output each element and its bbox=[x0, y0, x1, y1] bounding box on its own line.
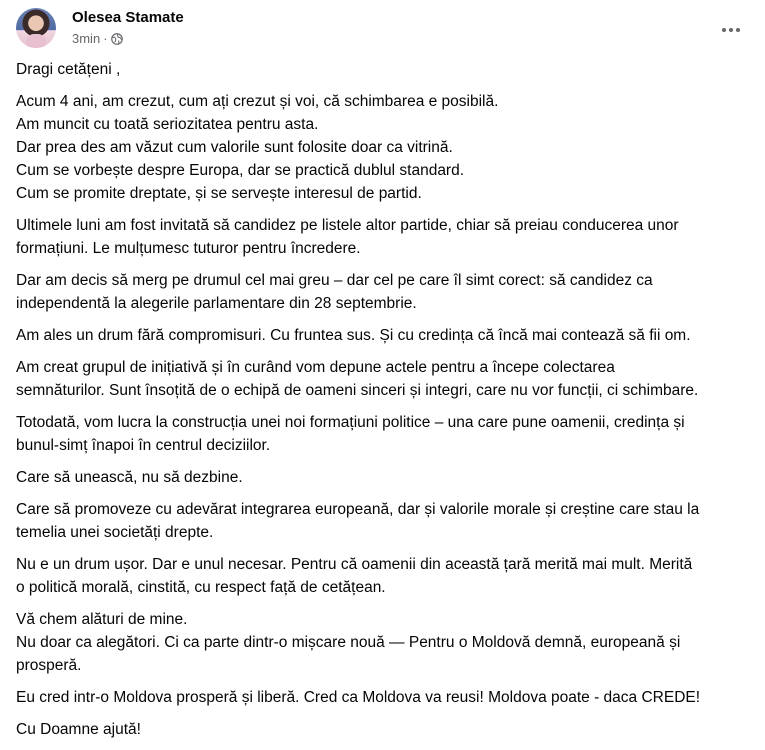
post-text-line: formațiuni. Le mulțumesc tuturor pentru încredere. bbox=[16, 240, 361, 257]
post-text-line: prosperă. bbox=[16, 657, 82, 674]
post-paragraph bbox=[16, 553, 756, 599]
post-text-line: o politică morală, cinstită, cu respect față de cetățean. bbox=[16, 579, 386, 596]
post-text-line: Am creat grupul de inițiativă și în curând vom depune actele pentru a începe colectarea bbox=[16, 359, 615, 376]
post-text-line: independentă la alegerile parlamentare din 28 septembrie. bbox=[16, 295, 417, 312]
post-text-line: semnăturilor. Sunt însoțită de o echipă de oameni sinceri și integri, care nu vor funcții, ci schimbare. bbox=[16, 382, 699, 399]
post-text-line: Am muncit cu toată seriozitatea pentru asta. bbox=[16, 116, 319, 133]
post-text-line: Eu cred intr-o Moldova prosperă și liberă. Cred ca Moldova va reusi! Moldova poate - daca CREDE! bbox=[16, 689, 701, 706]
post-text-line: Am ales un drum fără compromisuri. Cu fruntea sus. Și cu credința că încă mai contează să fii om. bbox=[16, 327, 691, 344]
post-text-line: Vă chem alături de mine. bbox=[16, 611, 188, 628]
post-paragraph bbox=[16, 686, 756, 709]
post-paragraph bbox=[16, 608, 756, 677]
post-text-line: temelia unei societăți drepte. bbox=[16, 524, 214, 541]
more-options-button[interactable] bbox=[713, 12, 749, 48]
post-text-line: Care să promoveze cu adevărat integrarea europeană, dar și valorile morale și creștine care stau la bbox=[16, 501, 700, 518]
post-text-line: Nu e un drum ușor. Dar e unul necesar. Pentru că oamenii din această țară merită mai mult. Merită bbox=[16, 556, 693, 573]
post-text-line: bunul-simț înapoi în centrul deciziilor. bbox=[16, 437, 271, 454]
post-text-line: Cu Doamne ajută! bbox=[16, 721, 141, 738]
post-text-line: Dar am decis să merg pe drumul cel mai greu – dar cel pe care îl simt corect: să candidez ca bbox=[16, 272, 653, 289]
meta-separator: · bbox=[103, 31, 108, 46]
post-text-line: Care să unească, nu să dezbine. bbox=[16, 469, 243, 486]
dot-icon bbox=[722, 28, 726, 32]
post-header bbox=[16, 8, 749, 54]
post-paragraph bbox=[16, 58, 756, 81]
post-text-line: Nu doar ca alegători. Ci ca parte dintr-o mișcare nouă — Pentru o Moldovă demnă, europeană și bbox=[16, 634, 681, 651]
post-paragraph bbox=[16, 214, 756, 260]
post-meta bbox=[72, 31, 123, 46]
post-time[interactable]: 3min bbox=[72, 31, 101, 46]
post-text-line: Cum se promite dreptate, și se servește interesul de partid. bbox=[16, 185, 422, 202]
post-text-line: Dragi cetățeni , bbox=[16, 61, 121, 78]
dot-icon bbox=[729, 28, 733, 32]
globe-icon bbox=[111, 33, 123, 45]
post-paragraph bbox=[16, 498, 756, 544]
post-text-line: Totodată, vom lucra la construcția unei noi formațiuni politice – una care pune oamenii, credința și bbox=[16, 414, 685, 431]
post-paragraph bbox=[16, 269, 756, 315]
post-paragraph bbox=[16, 718, 756, 741]
post-paragraph bbox=[16, 411, 756, 457]
post-text-line: Ultimele luni am fost invitată să candidez pe listele altor partide, chiar să preiau conducerea unor bbox=[16, 217, 679, 234]
author-avatar[interactable] bbox=[16, 8, 56, 48]
post-paragraph bbox=[16, 356, 756, 402]
post-text-line: Dar prea des am văzut cum valorile sunt folosite doar ca vitrină. bbox=[16, 139, 453, 156]
post-paragraph bbox=[16, 466, 756, 489]
dot-icon bbox=[736, 28, 740, 32]
post-paragraph bbox=[16, 324, 756, 347]
post-text-line: Cum se vorbește despre Europa, dar se practică dublul standard. bbox=[16, 162, 465, 179]
post-body bbox=[16, 58, 756, 750]
post-paragraph bbox=[16, 90, 756, 205]
author-name[interactable]: Olesea Stamate bbox=[72, 9, 184, 26]
post-text-line: Acum 4 ani, am crezut, cum ați crezut și voi, că schimbarea e posibilă. bbox=[16, 93, 499, 110]
